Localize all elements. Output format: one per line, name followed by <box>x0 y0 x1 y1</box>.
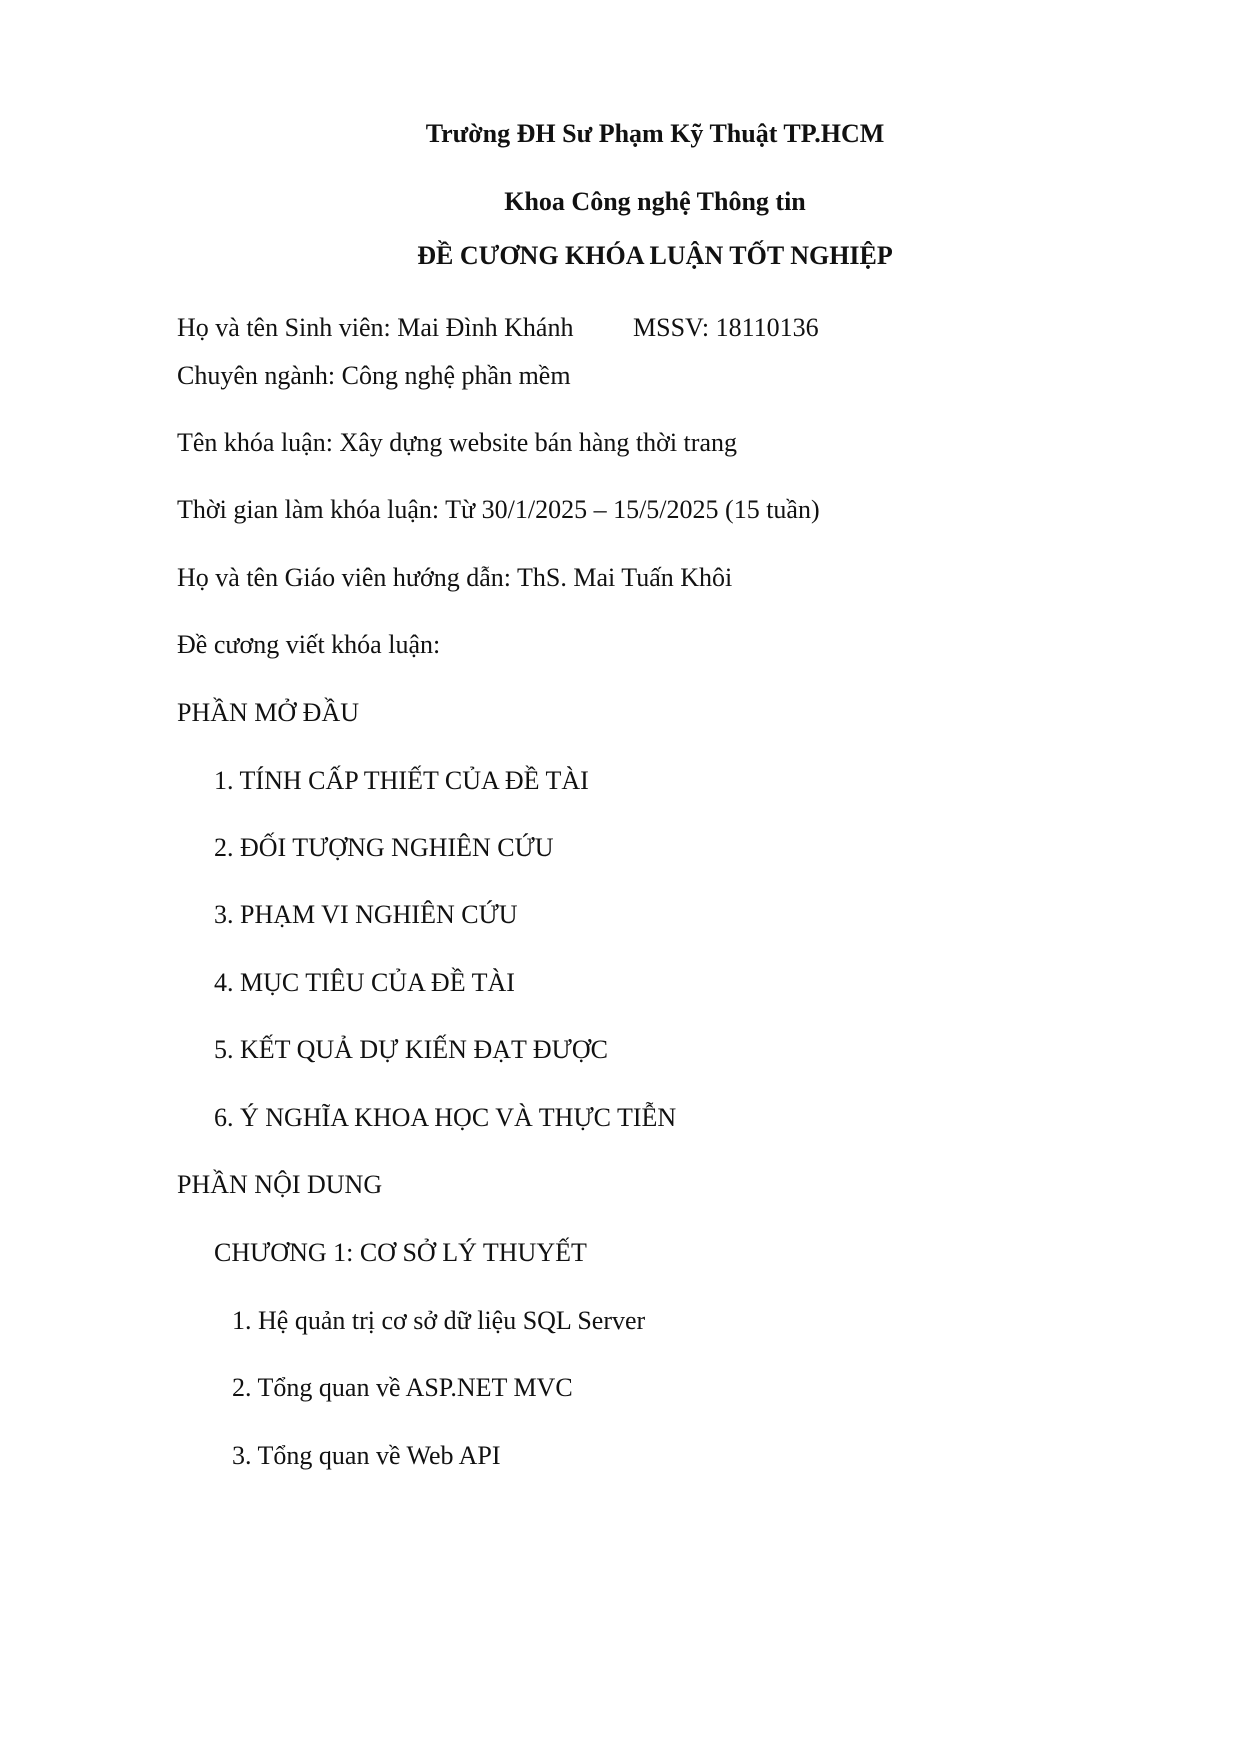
thesis-title: Tên khóa luận: Xây dựng website bán hàng thời trang <box>177 428 737 457</box>
chapter-title: CHƯƠNG 1: CƠ SỞ LÝ THUYẾT <box>214 1238 587 1267</box>
intro-item: 6. Ý NGHĨA KHOA HỌC VÀ THỰC TIỄN <box>214 1103 677 1132</box>
intro-item: 2. ĐỐI TƯỢNG NGHIÊN CỨU <box>214 833 554 862</box>
thesis-duration: Thời gian làm khóa luận: Từ 30/1/2025 – 15/5/2025 (15 tuần) <box>177 495 820 524</box>
chapter-item: 2. Tổng quan về ASP.NET MVC <box>232 1373 573 1402</box>
chapter-item: 3. Tổng quan về Web API <box>232 1441 501 1470</box>
intro-item: 4. MỤC TIÊU CỦA ĐỀ TÀI <box>214 968 515 997</box>
chapter-item: 1. Hệ quản trị cơ sở dữ liệu SQL Server <box>232 1306 646 1335</box>
major: Chuyên ngành: Công nghệ phần mềm <box>177 361 571 390</box>
student-id: MSSV: 18110136 <box>633 313 819 342</box>
outline-label: Đề cương viết khóa luận: <box>177 630 441 659</box>
advisor: Họ và tên Giáo viên hướng dẫn: ThS. Mai Tuấn Khôi <box>177 563 733 592</box>
student-name: Họ và tên Sinh viên: Mai Đình Khánh <box>177 313 574 342</box>
intro-item: 3. PHẠM VI NGHIÊN CỨU <box>214 900 518 929</box>
document-title: ĐỀ CƯƠNG KHÓA LUẬN TỐT NGHIỆP <box>417 241 893 270</box>
content-heading: PHẦN NỘI DUNG <box>177 1170 383 1199</box>
intro-item: 1. TÍNH CẤP THIẾT CỦA ĐỀ TÀI <box>214 766 589 795</box>
university-name: Trường ĐH Sư Phạm Kỹ Thuật TP.HCM <box>425 119 885 148</box>
faculty-name: Khoa Công nghệ Thông tin <box>504 187 806 216</box>
intro-item: 5. KẾT QUẢ DỰ KIẾN ĐẠT ĐƯỢC <box>214 1035 608 1064</box>
intro-heading: PHẦN MỞ ĐẦU <box>177 698 360 727</box>
